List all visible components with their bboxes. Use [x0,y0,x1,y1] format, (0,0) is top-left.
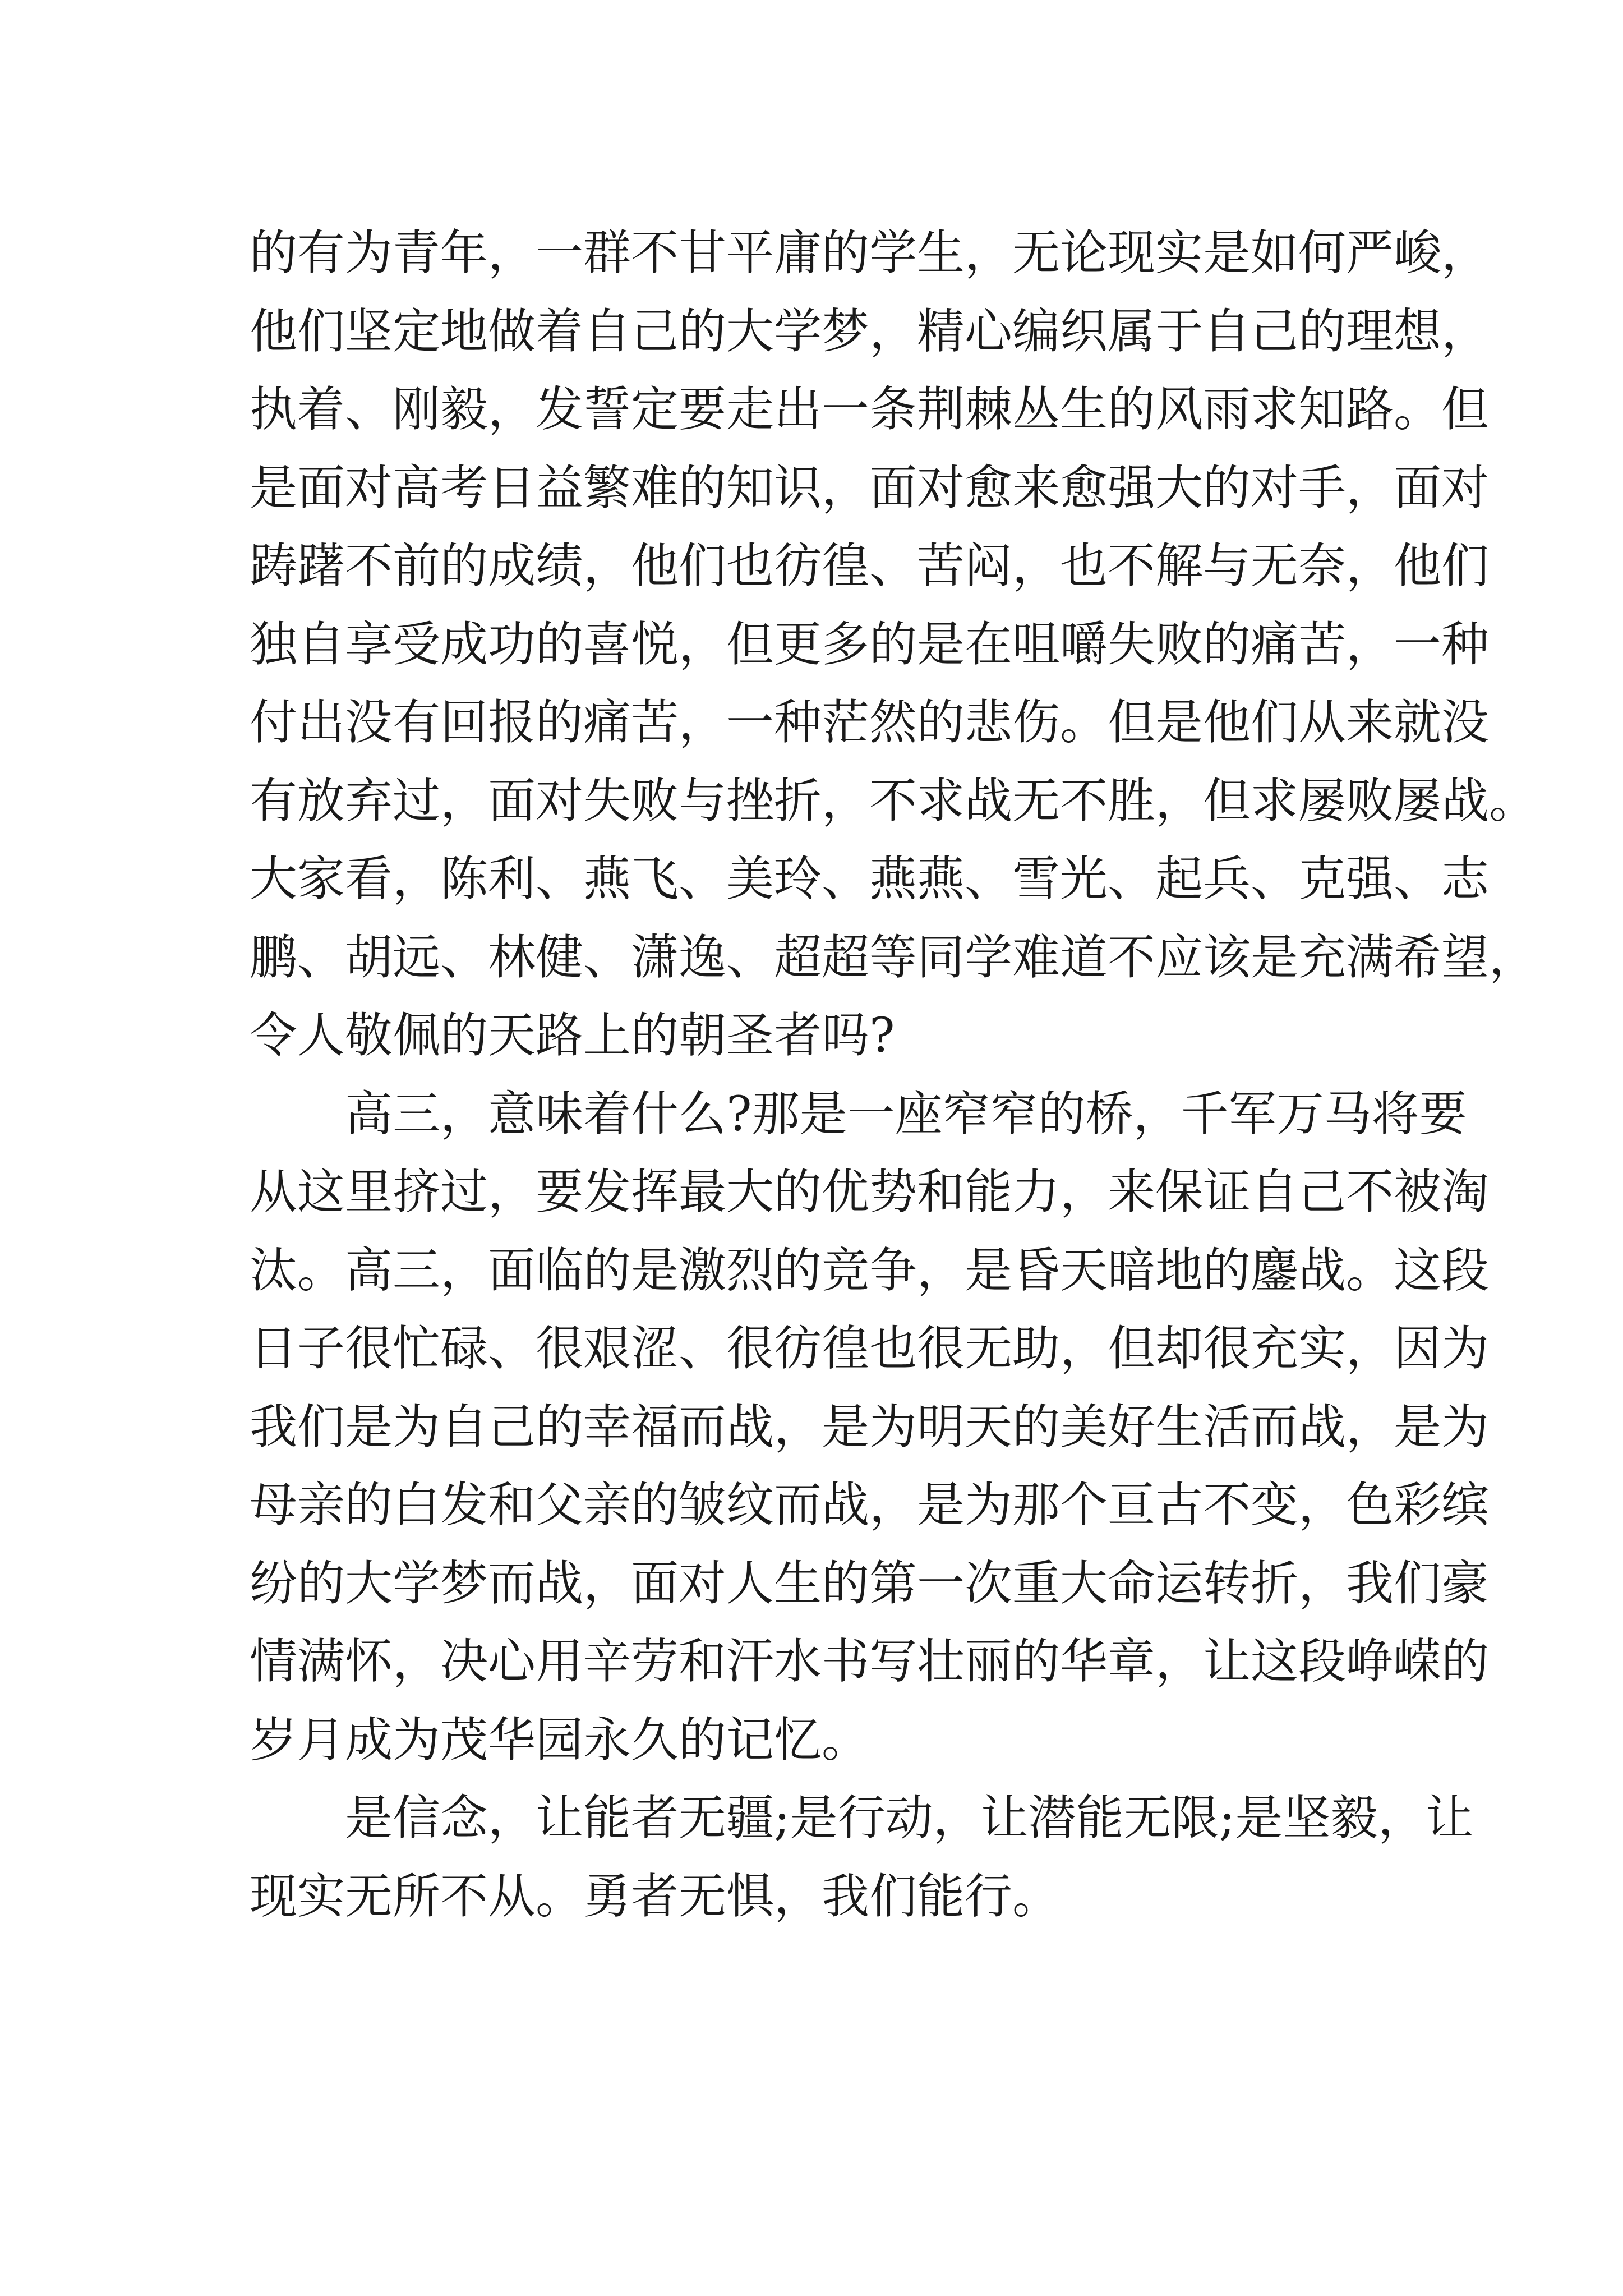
paragraph-line: 我们是为自己的幸福而战，是为明天的美好生活而战，是为 [250,1399,1490,1455]
paragraph-line: 踌躇不前的成绩，他们也彷徨、苦闷，也不解与无奈，他们 [250,539,1490,594]
paragraph-line: 独自享受成功的喜悦，但更多的是在咀嚼失败的痛苦，一种 [250,616,1490,673]
paragraph-3 [250,1779,1474,1936]
paragraph-line: 从这里挤过，要发挥最大的优势和能力，来保证自己不被淘 [250,1165,1490,1220]
paragraph-line: 岁月成为茂华园永久的记忆。 [250,1712,870,1768]
paragraph-line: 的有为青年，一群不甘平庸的学生，无论现实是如何严峻， [250,226,1490,281]
paragraph-line: 执着、刚毅，发誓定要走出一条荆棘丛生的风雨求知路。但 [250,382,1490,438]
paragraph-line: 令人敬佩的天路上的朝圣者吗? [250,1008,895,1064]
paragraph-line: 汰。高三，面临的是激烈的竞争，是昏天暗地的鏖战。这段 [250,1243,1490,1299]
paragraph-line: 大家看，陈利、燕飞、美玲、燕燕、雪光、起兵、克强、志 [250,852,1490,907]
paragraph-line: 是信念，让能者无疆;是行动，让潜能无限;是坚毅，让 [345,1791,1474,1846]
paragraph-line: 付出没有回报的痛苦，一种茫然的悲伤。但是他们从来就没 [250,695,1490,751]
paragraph-2 [250,1075,1490,1780]
paragraph-line: 母亲的白发和父亲的皱纹而战，是为那个亘古不变，色彩缤 [250,1478,1490,1533]
paragraph-line: 纷的大学梦而战，面对人生的第一次重大命运转折，我们豪 [250,1556,1490,1612]
paragraph-line: 日子很忙碌、很艰涩、很彷徨也很无助，但却很充实，因为 [250,1321,1490,1377]
paragraph-line: 高三，意味着什么?那是一座窄窄的桥，千军万马将要 [345,1086,1467,1142]
paragraph-line: 鹏、胡远、林健、潇逸、超超等同学难道不应该是充满希望， [250,930,1537,986]
paragraph-1 [250,214,1537,1075]
paragraph-line: 现实无所不从。勇者无惧，我们能行。 [250,1869,1061,1925]
body-text [250,214,1537,1936]
paragraph-line: 他们坚定地做着自己的大学梦，精心编织属于自己的理想， [250,303,1490,360]
paragraph-line: 有放弃过，面对失败与挫折，不求战无不胜，但求屡败屡战。 [250,773,1537,829]
paragraph-line: 是面对高考日益繁难的知识，面对愈来愈强大的对手，面对 [250,460,1490,516]
paragraph-line: 情满怀，决心用辛劳和汗水书写壮丽的华章，让这段峥嵘的 [250,1634,1490,1690]
